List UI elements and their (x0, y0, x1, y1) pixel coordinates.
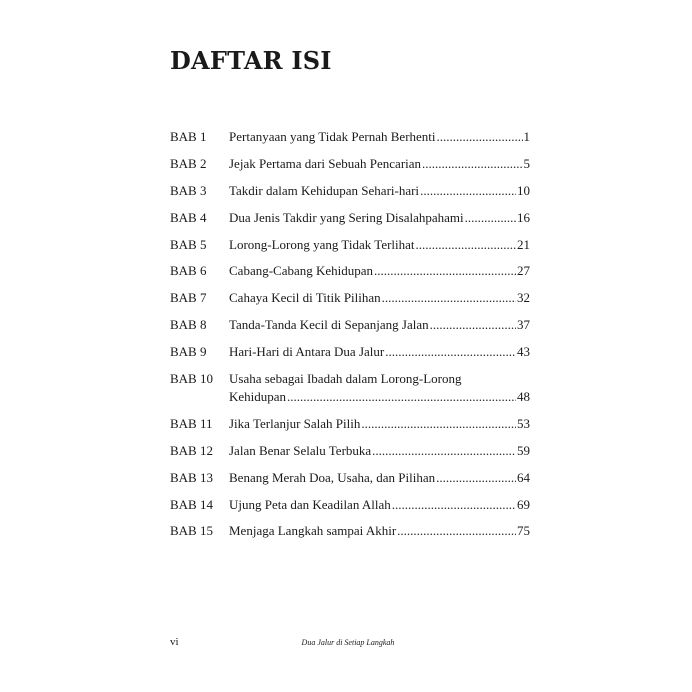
chapter-title-block (229, 236, 530, 254)
toc-entry (170, 522, 530, 540)
dot-leader (372, 442, 516, 460)
dot-leader (437, 128, 523, 146)
dot-leader (397, 522, 516, 540)
chapter-number: BAB 13 (170, 469, 213, 485)
page-reference: 5 (523, 155, 530, 171)
chapter-title-line (229, 128, 530, 146)
toc-entry (170, 209, 530, 227)
chapter-number: BAB 15 (170, 523, 213, 539)
chapter-title-line (229, 316, 530, 334)
page-reference: 43 (517, 344, 530, 360)
chapter-title: Pertanyaan yang Tidak Pernah Berhenti (229, 129, 436, 144)
dot-leader (430, 316, 516, 334)
page-number: vi (170, 636, 179, 648)
dot-leader (287, 388, 516, 406)
chapter-title-block (229, 155, 530, 173)
toc-entry (170, 236, 530, 254)
toc-entry (170, 469, 530, 487)
chapter-title: Jejak Pertama dari Sebuah Pencarian (229, 155, 422, 171)
chapter-title-block (229, 182, 530, 200)
chapter-title-line: Usaha sebagai Ibadah dalam Lorong-Lorong (229, 371, 462, 387)
chapter-title-block (229, 522, 530, 540)
toc-entry (170, 370, 530, 406)
chapter-title-line (229, 343, 530, 361)
toc-entry (170, 343, 530, 361)
chapter-title: Tanda-Tanda Kecil di Sepanjang Jalan (229, 317, 429, 333)
page-reference: 53 (517, 415, 530, 431)
toc-entry (170, 262, 530, 280)
page-reference: 48 (517, 389, 530, 405)
chapter-title-block (229, 209, 530, 227)
page-reference: 27 (517, 263, 530, 279)
chapter-title-block (229, 128, 530, 146)
chapter-title: Cahaya Kecil di Titik Pilihan (229, 290, 381, 306)
chapter-title-line (229, 182, 530, 200)
chapter-title-block (229, 496, 530, 514)
chapter-number: BAB 9 (170, 344, 207, 360)
page-reference: 32 (517, 290, 530, 306)
chapter-title: Benang Merah Doa, Usaha, dan Pilihan (229, 469, 436, 485)
dot-leader (416, 236, 516, 254)
dot-leader (422, 155, 522, 173)
page-reference: 1 (523, 129, 530, 144)
page-reference: 16 (517, 209, 530, 225)
chapter-number: BAB 6 (170, 263, 207, 279)
dot-leader (374, 262, 516, 280)
dot-leader (465, 209, 516, 227)
chapter-title-block (229, 442, 530, 460)
chapter-title: Kehidupan (229, 389, 287, 405)
chapter-title-block (229, 262, 530, 280)
chapter-title: Menjaga Langkah sampai Akhir (229, 523, 397, 539)
page-reference: 21 (517, 236, 530, 252)
dot-leader (385, 343, 516, 361)
chapter-title: Ujung Peta dan Keadilan Allah (229, 496, 391, 512)
chapter-title-line (229, 388, 530, 406)
table-of-contents (170, 128, 530, 549)
chapter-title-line (229, 262, 530, 280)
chapter-title-line (229, 236, 530, 254)
chapter-number: BAB 11 (170, 415, 213, 431)
chapter-title: Takdir dalam Kehidupan Sehari-hari (229, 182, 420, 198)
chapter-title-line (229, 469, 530, 487)
chapter-title: Jalan Benar Selalu Terbuka (229, 442, 372, 458)
chapter-title-line (229, 209, 530, 227)
chapter-title-block (229, 343, 530, 361)
toc-entry (170, 182, 530, 200)
chapter-number: BAB 3 (170, 182, 207, 198)
toc-entry (170, 128, 530, 146)
page-reference: 37 (517, 317, 530, 333)
dot-leader (361, 415, 516, 433)
page-reference: 75 (517, 523, 530, 539)
chapter-title-block (229, 370, 530, 406)
chapter-title-block (229, 469, 530, 487)
page-reference: 10 (517, 182, 530, 198)
page-reference: 64 (517, 469, 530, 485)
toc-entry (170, 155, 530, 173)
chapter-title: Jika Terlanjur Salah Pilih (229, 415, 361, 431)
chapter-title-line (229, 442, 530, 460)
chapter-number: BAB 7 (170, 290, 207, 306)
chapter-number: BAB 4 (170, 209, 207, 225)
running-title: Dua Jalur di Setiap Langkah (301, 638, 395, 647)
toc-entry (170, 316, 530, 334)
chapter-title-line (229, 289, 530, 307)
chapter-number: BAB 8 (170, 317, 207, 333)
dot-leader (436, 469, 516, 487)
chapter-title: Dua Jenis Takdir yang Sering Disalahpahami (229, 209, 464, 225)
chapter-title-line (229, 522, 530, 540)
page-reference: 69 (517, 496, 530, 512)
page-title: DAFTAR ISI (170, 46, 332, 75)
chapter-title-line (229, 496, 530, 514)
toc-entry (170, 415, 530, 433)
chapter-title-block (229, 415, 530, 433)
dot-leader (420, 182, 516, 200)
chapter-title-block (229, 316, 530, 334)
chapter-number: BAB 5 (170, 236, 207, 252)
dot-leader (392, 496, 516, 514)
chapter-number: BAB 10 (170, 371, 213, 387)
dot-leader (382, 289, 516, 307)
chapter-title: Lorong-Lorong yang Tidak Terlihat (229, 236, 415, 252)
toc-entry (170, 496, 530, 514)
chapter-number: BAB 14 (170, 496, 213, 512)
toc-entry (170, 289, 530, 307)
chapter-title: Hari-Hari di Antara Dua Jalur (229, 344, 385, 360)
chapter-title-block (229, 289, 530, 307)
chapter-title-line (229, 155, 530, 173)
page-reference: 59 (517, 442, 530, 458)
chapter-number: BAB 12 (170, 442, 213, 458)
toc-entry (170, 442, 530, 460)
chapter-title-line (229, 415, 530, 433)
chapter-title: Cabang-Cabang Kehidupan (229, 263, 374, 279)
chapter-number: BAB 2 (170, 155, 207, 171)
chapter-number: BAB 1 (170, 129, 207, 144)
